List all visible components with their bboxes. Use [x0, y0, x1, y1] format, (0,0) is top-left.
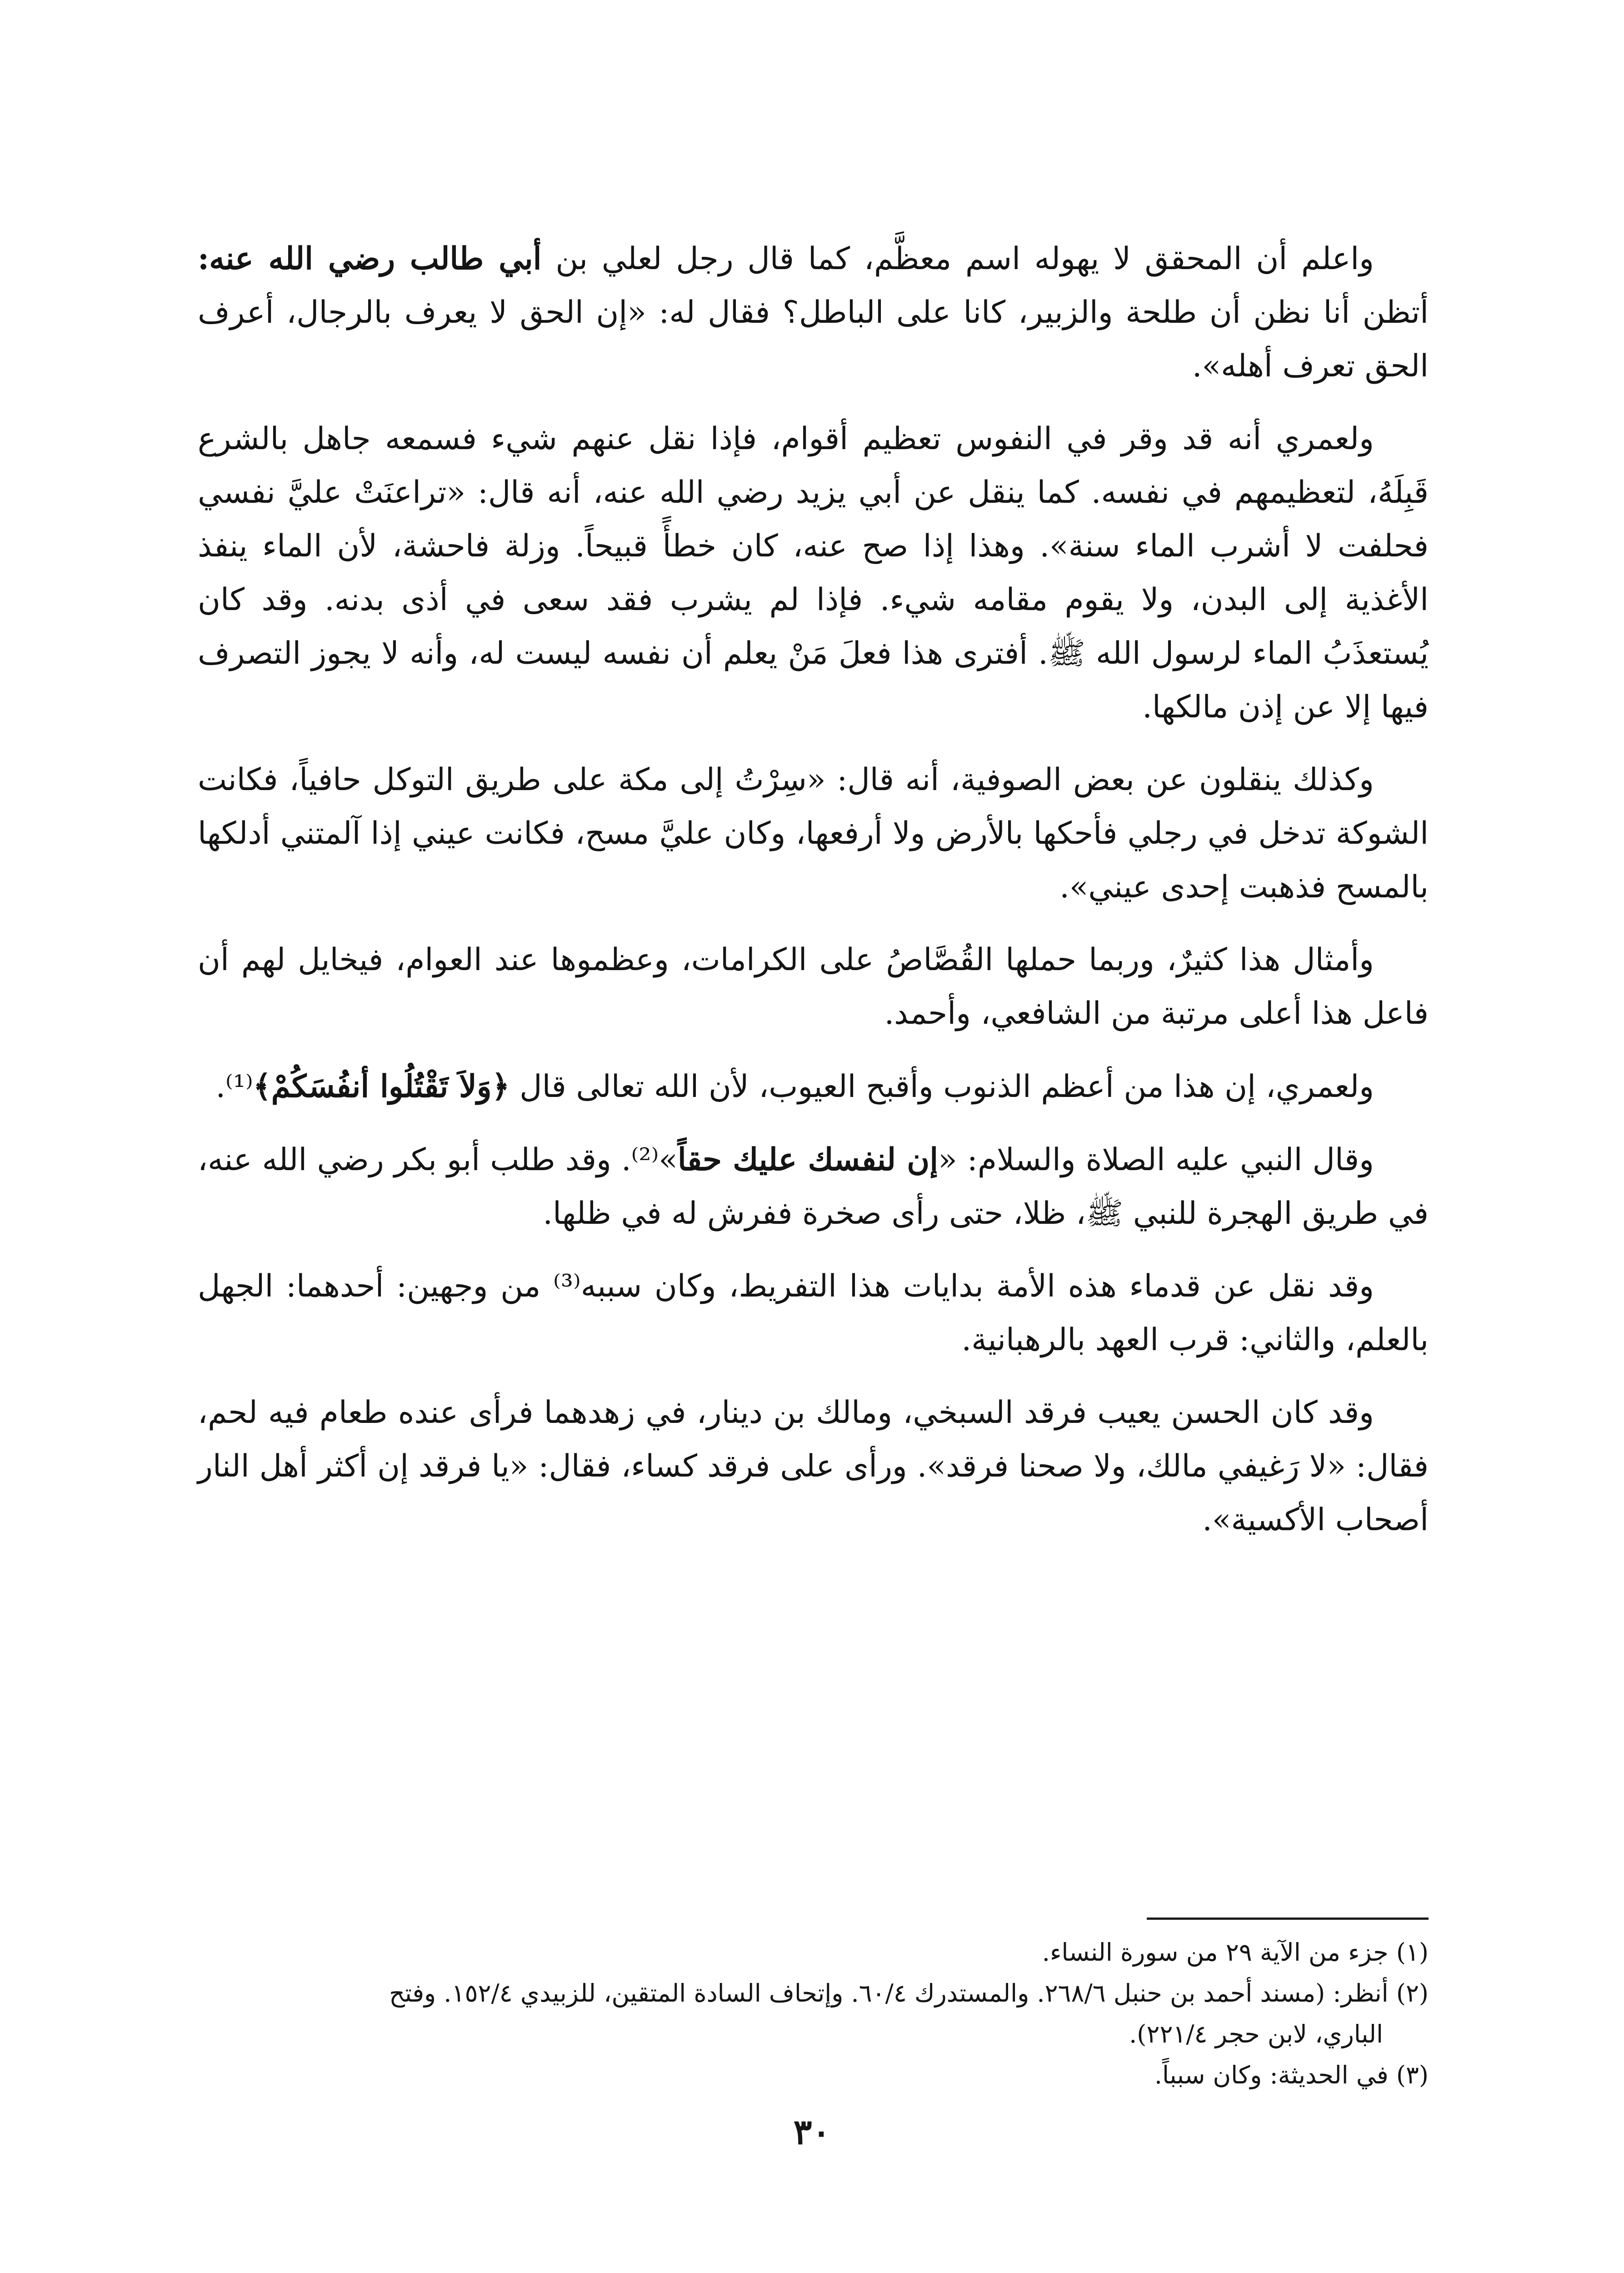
paragraph-8-text: وقد كان الحسن يعيب فرقد السبخي، ومالك بن دينار، في زهدهما فرأى عنده طعام فيه لحم، فقال: «لا رَغيفي مالك، ولا صحنا فرقد». ورأى على فرقد كساء، فقال: «يا فرقد إن أكثر أهل النار أصحاب الأكسية». [198, 1395, 1429, 1538]
paragraph-6-text-continued: »⁽²⁾. وقد طلب أبو بكر رضي الله عنه، في طريق الهجرة للنبي ﷺ، ظلا، حتى رأى صخرة ففرش له في ظلها. [198, 1142, 1429, 1232]
paragraph-3-text: وكذلك ينقلون عن بعض الصوفية، أنه قال: «سِرْتُ إلى مكة على طريق التوكل حافياً، فكانت الشوكة تدخل في رجلي فأحكها بالأرض ولا أرفعها، وكان عليَّ مسح، فكانت عيني إذا آلمتني أدلكها بالمسح فذهبت إحدى عيني». [198, 762, 1429, 905]
paragraph-6 [198, 1133, 1429, 1241]
paragraph-5-text-continued: ⁽¹⁾. [215, 1069, 253, 1105]
paragraph-2 [198, 412, 1429, 734]
page-number: ٣٠ [793, 2112, 831, 2152]
paragraph-8 [198, 1386, 1429, 1547]
paragraph-1-text-continued: أتظن أنا نظن أن طلحة والزبير، كانا على الباطل؟ فقال له: «إن الحق لا يعرف بالرجال، أعرف الحق تعرف أهله». [198, 295, 1429, 384]
paragraph-6-text: وقال النبي عليه الصلاة والسلام: « [938, 1142, 1374, 1178]
footnote-3: (٣) في الحديثة: وكان سبباً. [1154, 2061, 1429, 2089]
footnote-divider [1147, 1918, 1429, 1920]
paragraph-1-bold-text: أبي طالب رضي الله عنه: [198, 240, 542, 277]
paragraph-4-text: وأمثال هذا كثيرٌ، وربما حملها القُصَّاصُ على الكرامات، وعظموها عند العوام، فيخايل لهم أن فاعل هذا أعلى مرتبة من الشافعي، وأحمد. [198, 942, 1429, 1031]
quran-verse-text: ﴿وَلاَ تَقْتُلُوا أنفُسَكُمْ﴾ [253, 1068, 510, 1105]
footnote-1: (١) جزء من الآية ٢٩ من سورة النساء. [1042, 1938, 1429, 1967]
footnotes-section [198, 1932, 1429, 2096]
paragraph-5 [198, 1060, 1429, 1114]
paragraph-1 [198, 232, 1429, 393]
footnote-2: (٢) أنظر: (مسند أحمد بن حنبل ٢٦٨/٦. والمستدرك ٦٠/٤. وإتحاف السادة المتقين، للزبيدي ١٥٢/٤. وفتح [389, 1979, 1429, 2008]
paragraph-2-text: ولعمري أنه قد وقر في النفوس تعظيم أقوام، فإذا نقل عنهم شيء فسمعه جاهل بالشرع قَبِلَهُ، لتعظيمهم في نفسه. كما ينقل عن أبي يزيد رضي الله عنه، أنه قال: «تراعنَتْ عليَّ نفسي فحلفت لا أشرب الماء سنة». وهذا إذا صح عنه، كان خطأً قبيحاً. وزلة فاحشة، لأن الماء ينفذ الأغذية إلى البدن، ولا يقوم مقامه شيء. فإذا لم يشرب فقد سعى في أذى بدنه. وقد كان يُستعذَبُ الماء لرسول الله ﷺ. أفترى هذا فعلَ مَنْ يعلم أن نفسه ليست له، وأنه لا يجوز التصرف فيها إلا عن إذن مالكها. [198, 421, 1429, 725]
paragraph-5-text: ولعمري، إن هذا من أعظم الذنوب وأقبح العيوب، لأن الله تعالى قال [510, 1069, 1374, 1105]
footnote-2-continuation: الباري، لابن حجر ٢٢١/٤). [1129, 2020, 1383, 2048]
hadith-bold-text: إن لنفسك عليك حقاً [677, 1142, 939, 1178]
paragraph-7-text: وقد نقل عن قدماء هذه الأمة بدايات هذا التفريط، وكان سببه⁽³⁾ من وجهين: أحدهما: الجهل بالعلم، والثاني: قرب العهد بالرهبانية. [198, 1268, 1429, 1358]
paragraph-4 [198, 933, 1429, 1041]
main-text-body [198, 232, 1429, 1566]
paragraph-7 [198, 1260, 1429, 1367]
paragraph-1-text: واعلم أن المحقق لا يهوله اسم معظَّم، كما قال رجل لعلي بن [541, 241, 1374, 277]
paragraph-3 [198, 753, 1429, 914]
